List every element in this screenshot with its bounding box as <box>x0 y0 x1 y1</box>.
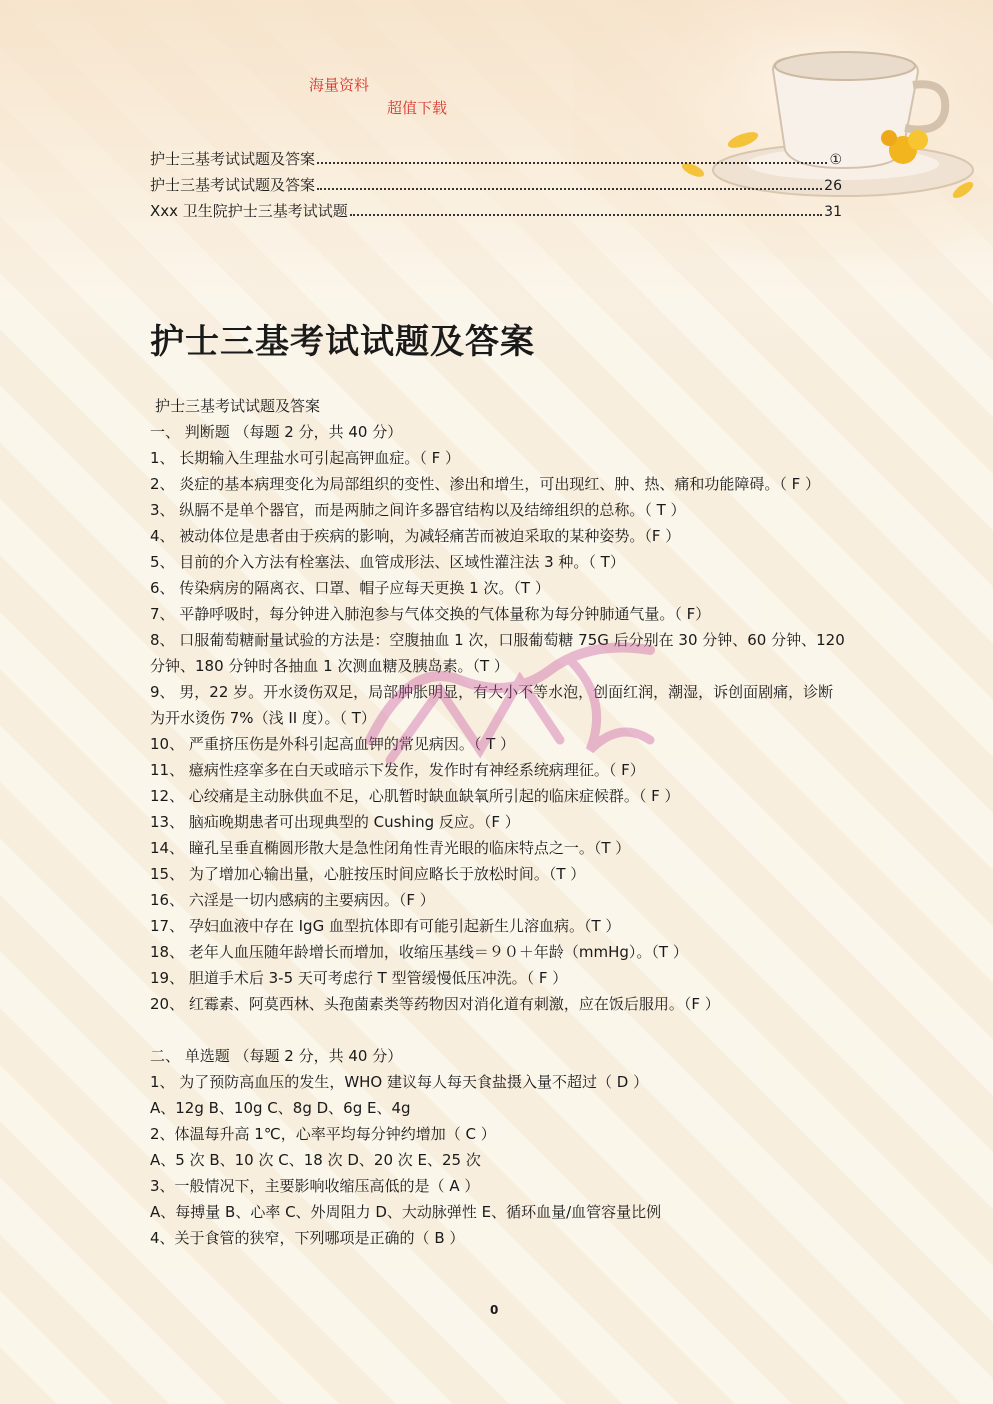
option-line: A、每搏量 B、心率 C、外周阻力 D、大动脉弹性 E、循环血量/血管容量比例 <box>150 1203 662 1221</box>
toc-page: 31 <box>824 204 842 220</box>
question-item: 9、 男，22 岁。开水烫伤双足，局部肿胀明显，有大小不等水泡，创面红润，潮湿，诉创面剧痛，诊断为开水烫伤 7%（浅 II 度）。（ T） <box>150 683 834 727</box>
toc-page: 26 <box>824 178 842 194</box>
question-item: 2、 炎症的基本病理变化为局部组织的变性、渗出和增生，可出现红、肿、热、痛和功能障碍。（ F ） <box>150 475 820 493</box>
toc-entry[interactable] <box>150 148 842 174</box>
section-heading-judgement: 一、 判断题 （每题 2 分，共 40 分） <box>150 423 403 441</box>
question-item: 17、 孕妇血液中存在 IgG 血型抗体即有可能引起新生儿溶血病。（T ） <box>150 917 621 935</box>
question-item: 11、 癔病性痉挛多在白天或暗示下发作，发作时有神经系统病理征。（ F） <box>150 761 645 779</box>
question-item: 13、 脑疝晚期患者可出现典型的 Cushing 反应。（F ） <box>150 813 520 831</box>
question-item: 10、 严重挤压伤是外科引起高血钾的常见病因。（ T ） <box>150 735 516 753</box>
question-item: 18、 老年人血压随年龄增长而增加，收缩压基线＝９０＋年龄（mmHg）。（T ） <box>150 943 688 961</box>
question-item: 8、 口服葡萄糖耐量试验的方法是：空腹抽血 1 次，口服葡萄糖 75G 后分别在 30 分钟、60 分钟、120 分钟、180 分钟时各抽血 1 次测血糖及胰岛素。（T ） <box>150 631 845 675</box>
question-item: 4、 被动体位是患者由于疾病的影响，为减轻痛苦而被迫采取的某种姿势。（F ） <box>150 527 681 545</box>
question-item: 19、 胆道手术后 3-5 天可考虑行 T 型管缓慢低压冲洗。（ F ） <box>150 969 568 987</box>
question-item: 6、 传染病房的隔离衣、口罩、帽子应每天更换 1 次。（T ） <box>150 579 550 597</box>
section-heading-single-choice: 二、 单选题 （每题 2 分，共 40 分） <box>150 1047 403 1065</box>
toc-title: 护士三基考试试题及答案 <box>150 150 316 168</box>
toc-title: Xxx 卫生院护士三基考试试题 <box>150 202 348 220</box>
document-body <box>150 393 845 1251</box>
section-subtitle: 护士三基考试试题及答案 <box>155 397 321 415</box>
spacer <box>150 1017 845 1043</box>
question-item: 20、 红霉素、阿莫西林、头孢菌素类等药物因对消化道有刺激，应在饭后服用。（F ） <box>150 995 720 1013</box>
toc-entry[interactable] <box>150 174 842 200</box>
toc-leader <box>317 161 827 164</box>
question-item: 4、关于食管的狭窄，下列哪项是正确的（ B ） <box>150 1229 465 1247</box>
question-item: 3、 纵膈不是单个器官，而是两肺之间许多器官结构以及结缔组织的总称。（ T ） <box>150 501 686 519</box>
question-item: 3、一般情况下，主要影响收缩压高低的是（ A ） <box>150 1177 480 1195</box>
toc-leader <box>350 213 822 216</box>
toc-entry[interactable] <box>150 200 842 226</box>
page-number: 0 <box>490 1303 499 1317</box>
question-item: 2、体温每升高 1℃，心率平均每分钟约增加（ C ） <box>150 1125 496 1143</box>
toc-title: 护士三基考试试题及答案 <box>150 176 316 194</box>
promo-text-2: 超值下载 <box>387 99 448 117</box>
question-item: 5、 目前的介入方法有栓塞法、血管成形法、区域性灌注法 3 种。（ T） <box>150 553 625 571</box>
question-item: 14、 瞳孔呈垂直椭圆形散大是急性闭角性青光眼的临床特点之一。（T ） <box>150 839 631 857</box>
question-item: 12、 心绞痛是主动脉供血不足，心肌暂时缺血缺氧所引起的临床症候群。（ F ） <box>150 787 680 805</box>
option-line: A、12g B、10g C、8g D、6g E、4g <box>150 1099 411 1117</box>
question-item: 7、 平静呼吸时，每分钟进入肺泡参与气体交换的气体量称为每分钟肺通气量。（ F） <box>150 605 711 623</box>
table-of-contents <box>150 148 842 226</box>
page-title: 护士三基考试试题及答案 <box>150 322 535 362</box>
toc-page: ① <box>829 152 842 168</box>
question-item: 1、 长期输入生理盐水可引起高钾血症。（ F ） <box>150 449 460 467</box>
option-line: A、5 次 B、10 次 C、18 次 D、20 次 E、25 次 <box>150 1151 481 1169</box>
question-item: 1、 为了预防高血压的发生，WHO 建议每人每天食盐摄入量不超过（ D ） <box>150 1073 649 1091</box>
question-item: 16、 六淫是一切内感病的主要病因。（F ） <box>150 891 435 909</box>
question-item: 15、 为了增加心输出量，心脏按压时间应略长于放松时间。（T ） <box>150 865 586 883</box>
toc-leader <box>317 187 822 190</box>
promo-text-1: 海量资料 <box>309 76 370 94</box>
